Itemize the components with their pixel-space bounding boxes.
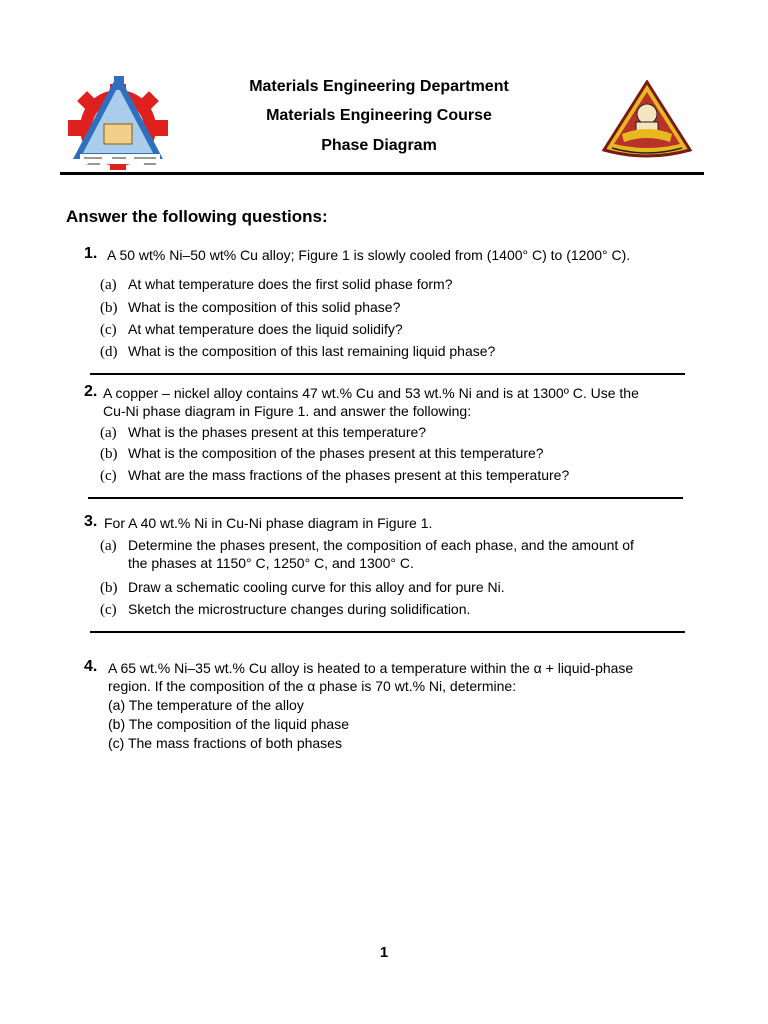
item-text: At what temperature does the first solid phase form? [128, 276, 453, 292]
page-number: 1 [379, 944, 389, 961]
question-4-text: A 65 wt.% Ni–35 wt.% Cu alloy is heated to a temperature within the α + liquid-phase [108, 660, 634, 676]
item-text: Determine the phases present, the composition of each phase, and the amount of [128, 537, 634, 553]
question-3-item-cont: the phases at 1150° C, 1250° C, and 1300° C. [128, 555, 414, 571]
question-1-item [100, 342, 495, 361]
question-2-item [100, 466, 569, 485]
question-1-item [100, 275, 453, 294]
item-label: (b) [100, 300, 118, 316]
item-text: Sketch the microstructure changes during solidification. [128, 601, 471, 617]
item-text: What is the composition of this solid phase? [128, 299, 401, 315]
department-title: Materials Engineering Department [249, 78, 509, 95]
question-2-text-cont: Cu-Ni phase diagram in Figure 1. and answer the following: [103, 403, 472, 419]
item-label: (a) [100, 538, 117, 554]
question-2-number: 2. [84, 383, 98, 400]
question-1-item [100, 298, 400, 317]
question-3-item [100, 578, 505, 597]
item-text: What are the mass fractions of the phases present at this temperature? [128, 467, 570, 483]
item-label: (b) [100, 580, 118, 596]
question-3-text: For A 40 wt.% Ni in Cu-Ni phase diagram in Figure 1. [104, 515, 433, 531]
course-title: Materials Engineering Course [266, 107, 492, 124]
question-3-number: 3. [84, 513, 98, 530]
item-text: What is the composition of the phases present at this temperature? [128, 445, 544, 461]
question-3-item [100, 536, 634, 555]
question-separator [90, 373, 685, 375]
question-3-item [100, 600, 470, 619]
question-2-item [100, 423, 426, 442]
header-divider [60, 172, 704, 175]
item-label: (d) [100, 344, 118, 360]
item-label: (b) [100, 446, 118, 462]
question-1-item [100, 320, 403, 339]
question-separator [90, 631, 685, 633]
question-separator [88, 497, 683, 499]
question-2-text: A copper – nickel alloy contains 47 wt.% Cu and 53 wt.% Ni and is at 1300º C. Use the [103, 385, 639, 401]
question-4-text-cont: region. If the composition of the α phase is 70 wt.% Ni, determine: [108, 678, 517, 694]
topic-title: Phase Diagram [321, 137, 437, 154]
question-2-item [100, 444, 544, 463]
item-label: (c) [100, 322, 117, 338]
item-text: What is the composition of this last remaining liquid phase? [128, 343, 496, 359]
item-label: (c) [100, 602, 117, 618]
item-text: What is the phases present at this temperature? [128, 424, 427, 440]
question-4-number: 4. [84, 658, 98, 675]
item-label: (a) [100, 277, 117, 293]
item-label: (a) [100, 425, 117, 441]
item-label: (c) [100, 468, 117, 484]
item-text: At what temperature does the liquid solidify? [128, 321, 403, 337]
item-text: Draw a schematic cooling curve for this alloy and for pure Ni. [128, 579, 505, 595]
question-1-number: 1. [84, 245, 98, 262]
department-logo [60, 76, 182, 172]
question-4-item: (c) The mass fractions of both phases [108, 735, 342, 751]
question-4-item: (b) The composition of the liquid phase [108, 716, 349, 732]
question-1-text: A 50 wt% Ni–50 wt% Cu alloy; Figure 1 is slowly cooled from (1400° C) to (1200° C). [107, 247, 631, 263]
question-4-item: (a) The temperature of the alloy [108, 697, 304, 713]
university-seal [600, 80, 694, 160]
instructions-heading: Answer the following questions: [66, 207, 328, 226]
